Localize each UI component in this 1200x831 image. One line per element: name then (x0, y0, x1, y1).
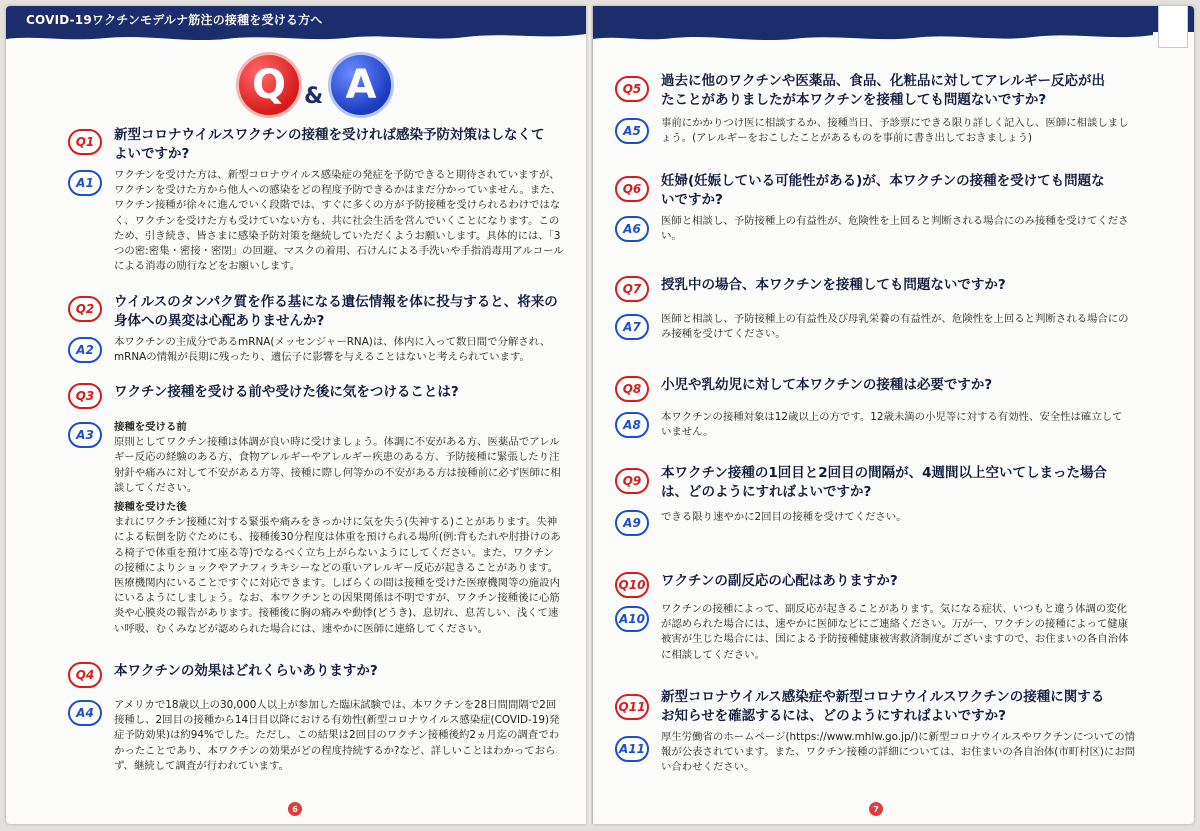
answer-badge: A5 (615, 118, 649, 144)
answer-text: 事前にかかりつけ医に相談するか、接種当日、予診票にできる限り詳しく記入し、医師に相談しましょう。(アレルギーをおこしたことがあるものを事前に書き出しておきましょう) (661, 117, 1129, 145)
page-header-title: COVID-19ワクチンモデルナ筋注の接種を受ける方へ (26, 13, 323, 27)
qa-item-9 (593, 462, 1194, 542)
header-wave-right (593, 30, 1194, 44)
question-badge: Q7 (615, 276, 649, 302)
page-number-right: 7 (869, 802, 883, 816)
logo-a-circle: A (328, 52, 394, 118)
question-text: 新型コロナウイルスワクチンの接種を受ければ感染予防対策はしなくてよいですか? (114, 127, 545, 162)
qa-item-5 (593, 70, 1194, 150)
question-badge: Q10 (615, 572, 649, 598)
answer-text: できる限り速やかに2回目の接種を受けてください。 (661, 511, 907, 523)
logo-q-circle: Q (236, 52, 302, 118)
question-text: 授乳中の場合、本ワクチンを接種しても問題ないですか? (661, 277, 1006, 293)
question-badge: Q6 (615, 176, 649, 202)
answer-body-after: まれにワクチン接種に対する緊張や痛みをきっかけに気を失う(失神する)ことがあります。失神による転倒を防ぐためにも、接種後30分程度は体重を預けられる場所(例:背もたれや肘掛けのある椅子で体重を預けて座る等)でなるべく立ち上がらないようにしてください。また、ワクチンの接種によりショックやアナフィラキシーなどの重いアレルギー反応が起きることがあります。医療機関内にいることですぐに対応できます。しばらくの間は接種を受けた医療機関等の施設内にいるようにしましょう。なお、本ワクチンとの因果関係は不明ですが、ワクチン接種後に心筋炎や心膜炎の報告があります。接種後に胸の痛みや動悸(どうき)、息切れ、息苦しい、浅くて速い呼吸、むくみなどが認められた場合には、速やかに医師に連絡してください。 (114, 516, 561, 635)
question-badge: Q11 (615, 694, 649, 720)
question-text: 小児や乳幼児に対して本ワクチンの接種は必要ですか? (661, 377, 993, 393)
answer-text: 本ワクチンの主成分であるmRNA(メッセンジャーRNA)は、体内に入って数日間で分解され、mRNAの情報が長期に残ったり、遺伝子に影響を与えることはないと考えられています。 (114, 336, 551, 364)
answer-text: ワクチンを受けた方は、新型コロナウイルス感染症の発症を予防できると期待されていますが、ワクチンを受けた方から他人への感染をどの程度予防できるかはまだ分かっていません。また、ワクチン接種が徐々に進んでいく段階では、すぐに多くの方が予防接種を受けられるわけではなく、ワクチンを受けた方も受けていない方も、共に社会生活を営んでいくことになります。このため、引き続き、皆さまに感染予防対策を継続していただくようお願いします。具体的には、「3つの密:密集・密接・密閉」の回避、マスクの着用、石けんによる手洗いや手指消毒用アルコールによる消毒の励行などをお願いします。 (114, 169, 564, 273)
book-gutter (586, 6, 593, 824)
question-badge: Q3 (68, 383, 102, 409)
answer-badge: A1 (68, 170, 102, 196)
answer-body-before: 原則としてワクチン接種は体調が良い時に受けましょう。体調に不安がある方、医薬品でアレルギー反応の経験のある方、食物アレルギーやアレルギー疾患のある方、予防接種に緊張したり注射針や痛みに対して不安がある方等、接種に際し何等かの不安がある方は接種前に必ず医師に相談してください。 (114, 436, 561, 494)
qa-item-11 (593, 688, 1194, 788)
question-text: 本ワクチンの効果はどれくらいありますか? (114, 663, 378, 679)
answer-badge: A10 (615, 606, 649, 632)
qa-item-10 (593, 568, 1194, 668)
logo-ampersand: & (304, 84, 324, 109)
answer-subheading-after: 接種を受けた後 (114, 501, 187, 514)
answer-badge: A9 (615, 510, 649, 536)
qa-item-8 (593, 374, 1194, 444)
answer-text: 医師と相談し、予防接種上の有益性及び母乳栄養の有益性が、危険性を上回ると判断される場合にのみ接種を受けてください。 (661, 313, 1129, 341)
qa-item-2 (6, 291, 586, 371)
qa-item-3 (6, 378, 586, 658)
answer-text (114, 420, 564, 637)
question-badge: Q5 (615, 76, 649, 102)
answer-subheading-before: 接種を受ける前 (114, 421, 187, 433)
question-text: ウイルスのタンパク質を作る基になる遺伝情報を体に投与すると、将来の身体への異変は心配ありませんか? (114, 294, 558, 329)
answer-text: ワクチンの接種によって、副反応が起きることがあります。気になる症状、いつもと違う体調の変化が認められた場合には、速やかに医師などにご連絡ください。万が一、ワクチンの接種によって健康被害が生じた場合には、国による予防接種健康被害救済制度がございますので、お住まいの各自治体に相談してください。 (661, 603, 1129, 661)
question-badge: Q1 (68, 129, 102, 155)
question-badge: Q9 (615, 468, 649, 494)
answer-badge: A6 (615, 216, 649, 242)
question-text: 新型コロナウイルス感染症や新型コロナウイルスワクチンの接種に関するお知らせを確認するには、どのようにすればよいですか? (661, 689, 1105, 724)
header-band (6, 6, 586, 32)
question-badge: Q2 (68, 296, 102, 322)
qa-item-1 (6, 124, 586, 284)
answer-badge: A3 (68, 422, 102, 448)
question-badge: Q4 (68, 662, 102, 688)
answer-text: 厚生労働省のホームページ(https://www.mhlw.go.jp/)に新型コロナウイルスやワクチンについての情報が公表されています。また、ワクチン接種の詳細については、お住まいの各自治体(市町村区)にお問い合わせください。 (661, 731, 1136, 774)
right-page (593, 6, 1194, 824)
answer-badge: A4 (68, 700, 102, 726)
qa-item-6 (593, 170, 1194, 250)
answer-badge: A7 (615, 314, 649, 340)
answer-badge: A11 (615, 736, 649, 762)
answer-badge: A2 (68, 337, 102, 363)
answer-text: 本ワクチンの接種対象は12歳以上の方です。12歳未満の小児等に対する有効性、安全性は確立していません。 (661, 411, 1123, 439)
header-band-right (593, 6, 1194, 32)
answer-badge: A8 (615, 412, 649, 438)
header-wave (6, 30, 586, 44)
page-number-left: 6 (288, 802, 302, 816)
question-text: 過去に他のワクチンや医薬品、食品、化粧品に対してアレルギー反応が出たことがありましたが本ワクチンを接種しても問題ないですか? (661, 73, 1105, 108)
answer-text: 医師と相談し、予防接種上の有益性が、危険性を上回ると判断される場合にのみ接種を受けてください。 (661, 215, 1129, 243)
question-text: 妊婦(妊娠している可能性がある)が、本ワクチンの接種を受けても問題ないですか? (661, 173, 1105, 208)
qa-item-7 (593, 274, 1194, 344)
left-page (6, 6, 586, 824)
question-text: ワクチン接種を受ける前や受けた後に気をつけることは? (114, 384, 459, 400)
question-text: 本ワクチン接種の1回目と2回目の間隔が、4週間以上空いてしまった場合は、どのようにすればよいですか? (661, 465, 1108, 500)
question-badge: Q8 (615, 376, 649, 402)
question-text: ワクチンの副反応の心配はありますか? (661, 573, 898, 589)
qa-logo (236, 52, 416, 124)
qa-item-4 (6, 658, 586, 788)
answer-text: アメリカで18歳以上の30,000人以上が参加した臨床試験では、本ワクチンを28日間間隔で2回接種し、2回目の接種から14日目以降における有効性(新型コロナウイルス感染症(COVID-19)発症予防効果)は約94%でした。ただし、この結果は2回目のワクチン接種後約2ヵ月迄の調査でわかったことであり、本ワクチンの効果がどの程度持続するか?など、詳しいことはわかっておらず、継続して調査が行われています。 (114, 699, 560, 772)
